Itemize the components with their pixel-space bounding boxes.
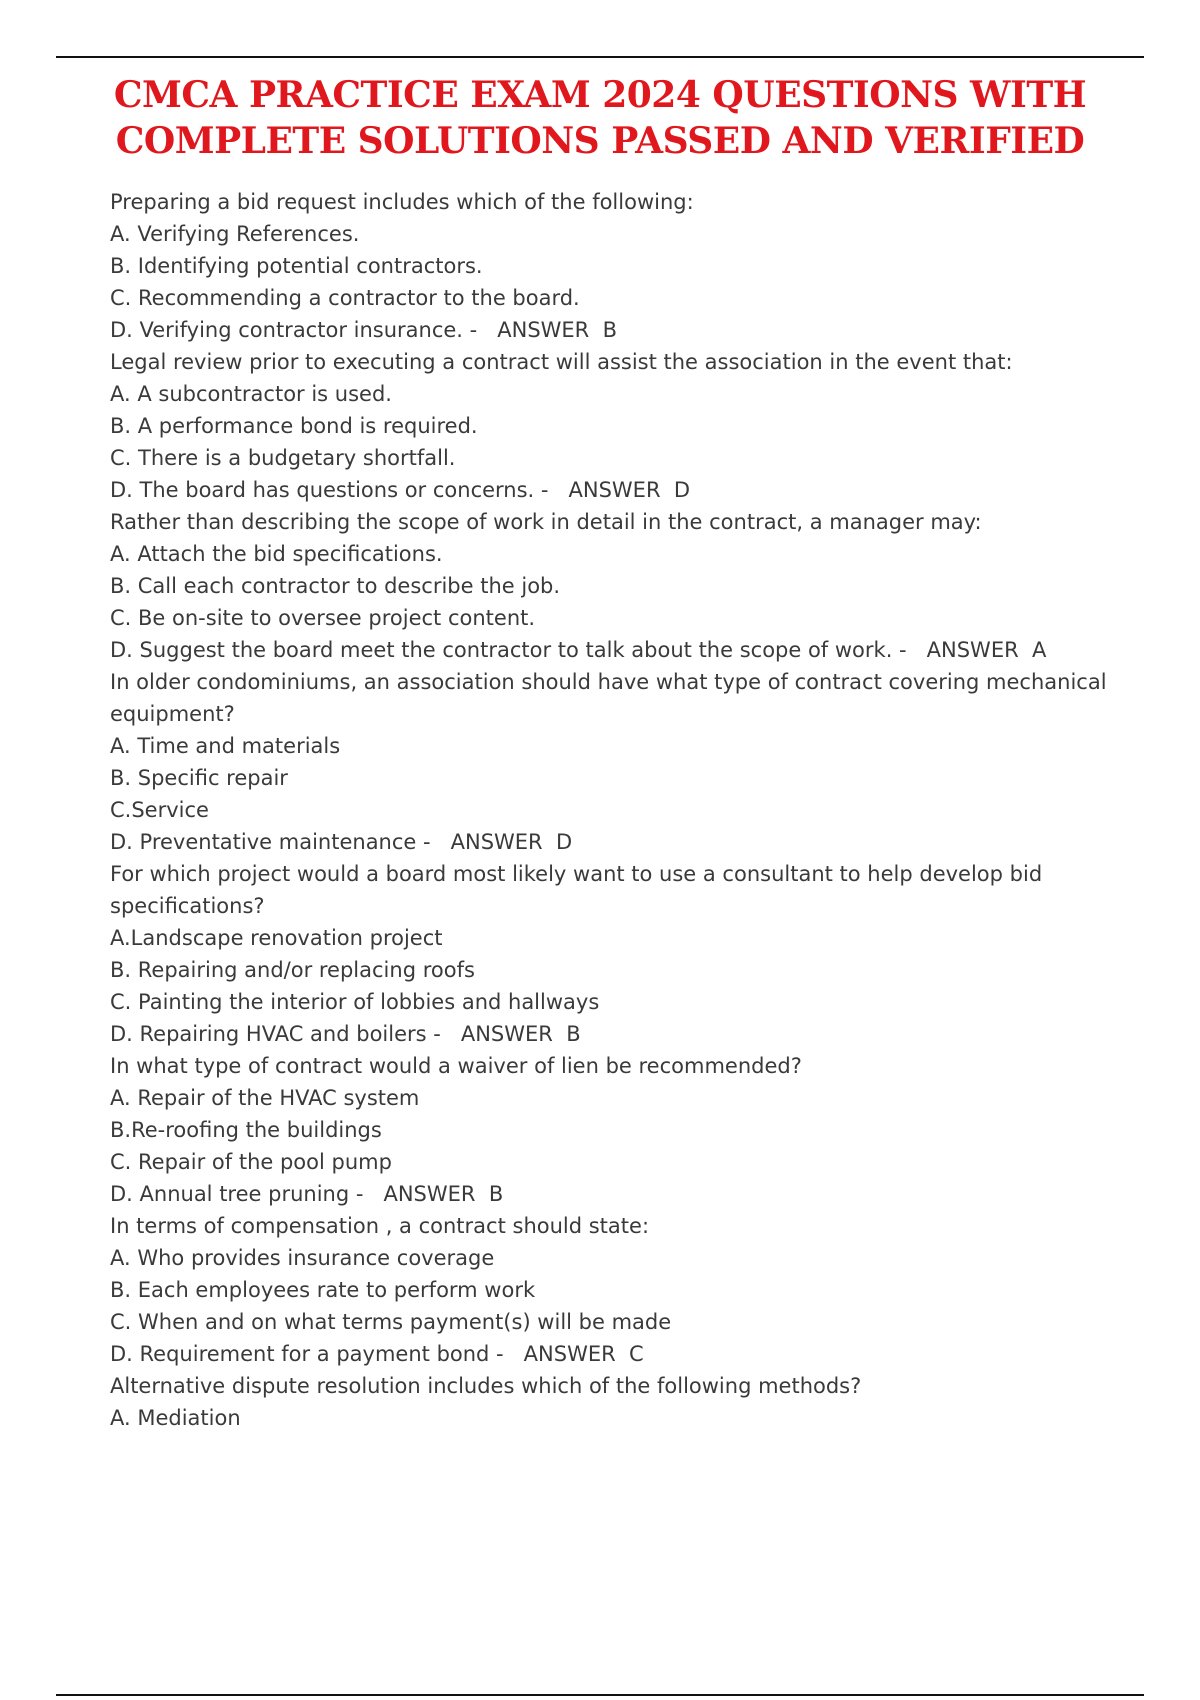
- document-title: [56, 72, 1144, 164]
- text-line: B. Call each contractor to describe the job.: [110, 574, 561, 598]
- text-line: A. Attach the bid specifications.: [110, 542, 443, 566]
- text-line: C.Service: [110, 798, 209, 822]
- text-line: A. Repair of the HVAC system: [110, 1086, 420, 1110]
- text-line: B. Each employees rate to perform work: [110, 1278, 536, 1302]
- text-line: A. Mediation: [110, 1406, 241, 1430]
- text-line: A. A subcontractor is used.: [110, 382, 392, 406]
- text-line: A. Verifying References.: [110, 222, 360, 246]
- text-line: D. Repairing HVAC and boilers - ANSWER B: [110, 1022, 581, 1046]
- text-line: D. Suggest the board meet the contractor to talk about the scope of work. - ANSWER A: [110, 638, 1047, 662]
- text-line: C. There is a budgetary shortfall.: [110, 446, 456, 470]
- text-line: Legal review prior to executing a contract will assist the association in the event that:: [110, 350, 1013, 374]
- text-line: Preparing a bid request includes which of the following:: [110, 190, 694, 214]
- text-line: D. The board has questions or concerns. - ANSWER D: [110, 478, 691, 502]
- text-line: B. A performance bond is required.: [110, 414, 478, 438]
- text-line: D. Annual tree pruning - ANSWER B: [110, 1182, 504, 1206]
- text-line: specifications?: [110, 894, 265, 918]
- text-line: B. Specific repair: [110, 766, 288, 790]
- text-line: In older condominiums, an association should have what type of contract covering mechanical: [110, 670, 1107, 694]
- text-line: Rather than describing the scope of work in detail in the contract, a manager may:: [110, 510, 982, 534]
- text-line: C. Recommending a contractor to the board.: [110, 286, 580, 310]
- text-line: A. Time and materials: [110, 734, 341, 758]
- text-line: Alternative dispute resolution includes which of the following methods?: [110, 1374, 862, 1398]
- top-rule: [56, 56, 1144, 58]
- text-line: C. Repair of the pool pump: [110, 1150, 392, 1174]
- text-line: A. Who provides insurance coverage: [110, 1246, 495, 1270]
- text-line: B. Repairing and/or replacing roofs: [110, 958, 475, 982]
- text-line: B. Identifying potential contractors.: [110, 254, 483, 278]
- text-line: equipment?: [110, 702, 235, 726]
- text-line: For which project would a board most likely want to use a consultant to help develop bid: [110, 862, 1043, 886]
- title-line-2: COMPLETE SOLUTIONS PASSED AND VERIFIED: [115, 120, 1085, 162]
- document-body: [110, 186, 1110, 1434]
- text-line: D. Requirement for a payment bond - ANSWER C: [110, 1342, 644, 1366]
- text-line: C. Be on-site to oversee project content.: [110, 606, 536, 630]
- text-line: In what type of contract would a waiver of lien be recommended?: [110, 1054, 802, 1078]
- text-line: C. When and on what terms payment(s) will be made: [110, 1310, 672, 1334]
- title-line-1: CMCA PRACTICE EXAM 2024 QUESTIONS WITH: [113, 74, 1087, 116]
- text-line: In terms of compensation , a contract should state:: [110, 1214, 650, 1238]
- text-line: C. Painting the interior of lobbies and hallways: [110, 990, 600, 1014]
- text-line: D. Preventative maintenance - ANSWER D: [110, 830, 573, 854]
- text-line: A.Landscape renovation project: [110, 926, 443, 950]
- text-line: B.Re-roofing the buildings: [110, 1118, 382, 1142]
- text-line: D. Verifying contractor insurance. - ANSWER B: [110, 318, 618, 342]
- bottom-rule: [56, 1694, 1144, 1696]
